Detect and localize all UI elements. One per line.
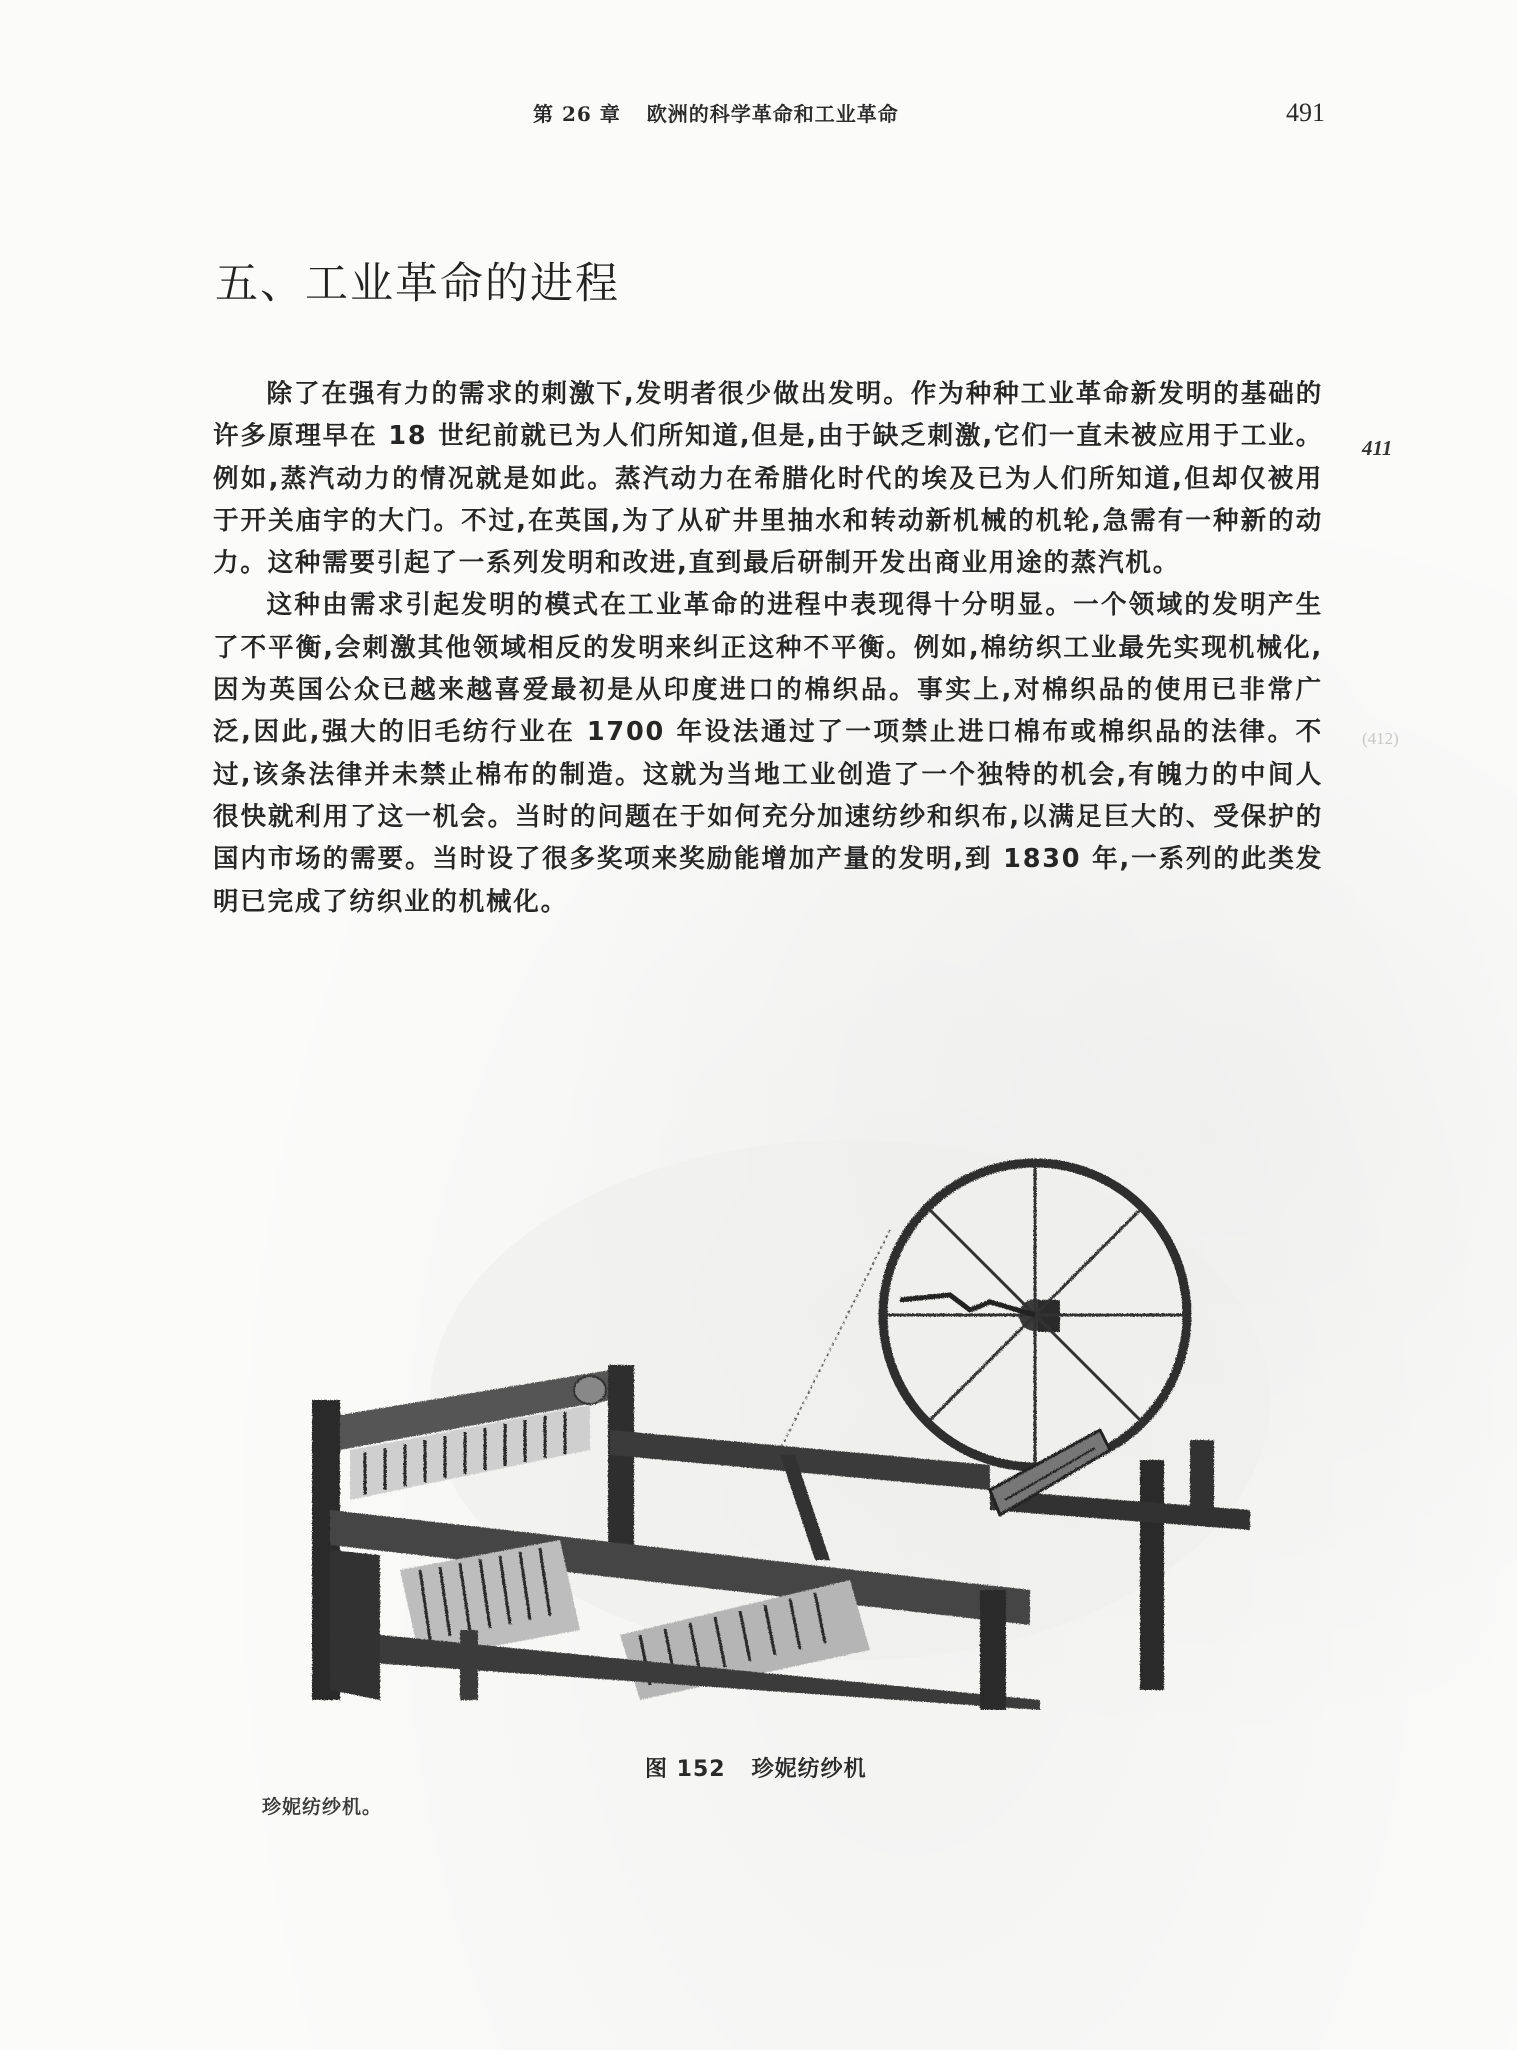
paragraph: 这种由需求引起发明的模式在工业革命的进程中表现得十分明显。一个领域的发明产生了不平衡,会刺激其他领域相反的发明来纠正这种不平衡。例如,棉纺织工业最先实现机械化,因为英国公众已越来越喜爱最初是从印度进口的棉织品。事实上,对棉织品的使用已非常广泛,因此,强大的旧毛纺行业在 1700 年设法通过了一项禁止进口棉布或棉织品的法律。不过,该条法律并未禁止棉布的制造。这就为当地工业创造了一个独特的机会,有魄力的中间人很快就利用了这一机会。当时的问题在于如何充分加速纺纱和织布,以满足巨大的、受保护的国内市场的需要。当时设了很多奖项来奖励能增加产量的发明,到 1830 年,一系列的此类发明已完成了纺织业的机械化。 [213,590,1323,917]
figure-label: 图 152 [645,1757,726,1782]
section-heading: 五、工业革命的进程 [215,259,620,309]
body-text [213,373,1323,923]
chapter-label: 第 26 章 [533,102,621,126]
image-note: 珍妮纺纱机。 [262,1796,383,1818]
paragraph: 除了在强有力的需求的刺激下,发明者很少做出发明。作为种种工业革命新发明的基础的许多原理早在 18 世纪前就已为人们所知道,但是,由于缺乏刺激,它们一直未被应用于工业。例如,蒸汽动力的情况就是如此。蒸汽动力在希腊化时代的埃及已为人们所知道,但却仅被用于开关庙宇的大门。不过,在英国,为了从矿井里抽水和转动新机械的机轮,急需有一种新的动力。这种需要引起了一系列发明和改进,直到最后研制开发出商业用途的蒸汽机。 [213,379,1323,579]
chapter-title: 欧洲的科学革命和工业革命 [646,102,899,126]
figure-spinning-jenny [290,1070,1280,1710]
spinning-jenny-illustration [290,1070,1280,1710]
margin-page-reference-faded: (412) [1362,729,1399,748]
running-header [533,98,899,127]
page-number: 491 [1286,98,1325,127]
margin-page-reference: 411 [1362,436,1393,460]
figure-title: 珍妮纺纱机 [751,1757,867,1782]
figure-caption [645,1752,867,1783]
